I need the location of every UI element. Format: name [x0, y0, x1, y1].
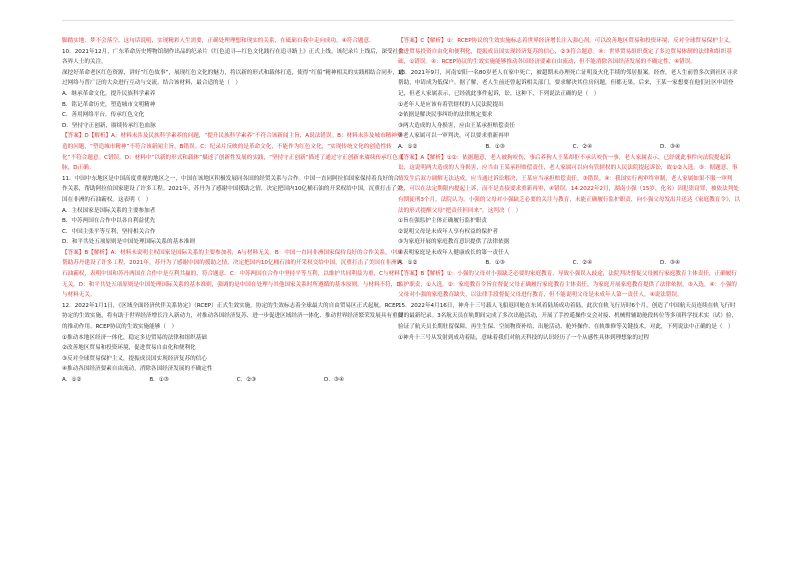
q10-stem-continued: 深挖好革命老区红色资源，讲好“红色故事”，展现红色文化的魅力，将以新的形式和载体打造，使得“红船”精神相关的实践相结合同步，通过网络与普广泛的大众进行互动与交流。结合该材料，最合适的是（ ） — [62, 69, 404, 87]
q13-option-b: B．①③ — [485, 143, 505, 150]
q10-option-d: D．坚持守正创新，赓续传承红色血脉 — [62, 122, 156, 129]
q13-item-4: ④老人家属可以一审判决，可以要求重新再审 — [398, 133, 510, 140]
q13-item-1: ①老年人是应该有着管辖权的人民法院提出 — [398, 101, 504, 108]
q10-option-a: A．继承革命文化，提升民族科学素养 — [62, 90, 156, 97]
q12-option-a: A．①② — [62, 377, 82, 383]
q10-stem: 10．2021年12月，广东革命历史博物馆制作出品的纪录片《红色追寻—红色文化践行在追寻路上》正式上线。该纪录片上线后，深受社会各界人士的关注。 — [62, 48, 404, 66]
q11-stem: 11．中国中东地区是中国高度重视的地区之一，中国在该地区积极发展同各国的经贸关系与合作。中国一直同阿拉伯国家保持着良好的合作关系，帮助阿拉伯国家建设了许多工程。2021年，苏丹为了感谢中国援助之情，决定把国内10亿桶石油的开采权给中国，沉重打击了美国在非洲的石油霸权。这表明（ ） — [62, 175, 403, 203]
left-column — [62, 36, 404, 386]
q14-answer: 【答案】B【解析】①：小强的父母对小强缺乏必要的家庭教育，导致小强误入歧途，法院判决督促父母履行家庭教育主体责任，正确履行监护职责，①入选。②：家庭教育令旨在督促父母正确履行家庭教育主体责任，为家庭开展家庭教育提供了法律依据，③入选。④：小强的父母对小强的家庭教育缺失，以法律手段督促父母进行教育，但不能说明父母是未成年人第一责任人，④说法错误。 — [398, 271, 737, 299]
q10-option-b: B．铭记革命历史，塑造城市文明精神 — [62, 101, 156, 108]
q12-stem: 12．2022年1月1日，《区域全面经济伙伴关系协定》（RCEP）正式生效实施。协定的生效标志着全球最大的自由贸易区正式起航。RCEP协定的生效实施，将有助于世界经济增长注入新动力，对推动各国经济复苏、进一步促进区域经济一体化、推动世界经济繁荣发展具有重要的推动作用。RCEP协议的生效实施能够（ ） — [62, 302, 404, 331]
q12-item-2: ②改善地区贸易和投资环境，促进贸易自由化和便利化 — [62, 345, 196, 352]
q14-item-1: ①旨在强监护主体正确履行监护职责 — [398, 218, 487, 225]
q15-item-1: ①神舟十三号从发射到成功着陆，意味着我们对航天科技的认识经历了一个从感性具体到理想象的过程 — [398, 334, 650, 341]
q13-options — [398, 142, 740, 153]
q11-answer: 【答案】B【解析】A：材料未说明主权国家是国际关系的主要参加者，A与材料无关。B：中国一直同非洲国家保持良好的合作关系，中国帮助苏丹建设了许多工程，2021年，苏丹为了感谢中国的援助之情，决定把国内10亿桶石油的开采权交给中国，沉重打击了美国在非洲的石油霸权，表明中国和苏丹两国在合作中是互利共赢的，符合题意。C：中苏两国在合作中坚持平等互利，以维护共同利益为重，C与材料无关。D：和平共处五项原则是中国处理国际关系的基本准则，强调的是中国在处理与其他国家关系时所遵循的基本原则，与材料不符，D与材料无关。 — [62, 249, 403, 299]
q11-option-a: A．主权国家是国际关系的主要参加者 — [62, 207, 156, 214]
q13-stem: 13．2021年9月，河南安阳一名80岁老人在家中死亡，被超期未办理死亡证明及火化手续的邻居报案。经查，老人生前曾多次到社区寻求帮助，申请成为低保户。据了解，老人生前还曾起诉相关部门，要求解决其住房问题，但都无果。后来，王某一家想要在他们社区申请登记，但老人家属表示，已经就此事件起诉，讼。这种下，下列说法正确的是（ ） — [398, 69, 738, 97]
q13-item-2: ②依据是解决民事纠纷的法律规定要求 — [398, 112, 493, 119]
q13-option-c: C．②④ — [572, 143, 593, 150]
q14-option-a: A．①② — [398, 260, 418, 267]
q13-answer: 【答案】A【解析】①②：依据题意，老人被狗咬伤，事后养狗人王某却拒不承认咬伤一事，老人家属表示，已经就此事件向法院提起诉讼，这说明两大造成的人身损害，应当由王某承担赔偿责任，老人家属可以向有管辖权的人民法院提起诉讼，故①②入选。③：据题意，事情发生后双方调解无法达成，应当通过诉讼解决，王某应当承担赔偿责任，③错误。④：我国实行两审终审制，老人家属如果不服一审判决，可以在法定期限内提起上诉，而不是直接要求重新再审，④错误。14.2022年2月，湖南小强（15岁，化名）因犯盗窃罪，被依法判处有期徒刑3个月。法院认为，小强的父母对小强缺乏必要的关注与教育，未能正确履行监护职责，向小强父母发出并送达《家庭教育令》，以法的形式提醒父母“把责任担回来”。这判决（ ） — [398, 154, 740, 214]
q14-item-2: ②说明父母是未成年人享有权益的保护者 — [398, 228, 499, 235]
q12-item-4: ④推动各国经济要素自由流动，消除各国经济发展的不确定性 — [62, 366, 213, 373]
q14-option-b: B．①③ — [485, 260, 505, 267]
q12-item-3: ③反对全球贸易保护主义，提振成员国实现经济复苏的信心 — [62, 355, 207, 362]
q10-option-c: C．善用网络平台，传承红色文化 — [62, 112, 145, 119]
q12-options — [62, 375, 404, 386]
header-rule — [62, 20, 734, 21]
q15-stem: 15．2022年4月16日，神舟十三号载人飞船返回舱在东风着陆场成功着陆。此次在轨飞行历时6个月，创造了中国航天员连续在轨飞行时间的最新纪录。3名航天员在轨期间完成了多次出舱活动，开展了手控遥操作交会对接、机械臂辅助舱段转位等多项科学技术实（试）验，验证了航天员长期驻留保障、再生生保、空间物资补给、出舱活动、舱外操作、在轨维修等关键技术。对此，下列说法中正确的是（ ） — [398, 302, 738, 331]
q13-item-3: ③两大造成的人身损害，应由王某承担赔偿责任 — [398, 122, 515, 129]
q11-option-c: C．中国主张平等互利，坚持相关合作 — [62, 228, 156, 235]
q11-option-b: B．中苏两国在合作中以各自利益优先 — [62, 218, 156, 225]
q14-option-c: C．②④ — [572, 260, 593, 267]
q12-item-1: ①推动本地区经济一体化，稳定多边贸易的法律和组织基础 — [62, 334, 207, 341]
q10-answer: 【答案】D【解析】A：材料未涉及民族科学素养的问题，“提升民族科学素养”不符合该新闻主旨，A说法错误。B：材料未涉及城市精神塑造的问题，“塑造城市精神”不符合该新闻主旨，B错误。C：纪录片反映的是革命文化，不能作为红色文化，“实现传统文化的创造性转化”不符合题意。C错误。D：材料中“以新的形式和载体”描述了创新性发展的实践，“坚持守正创新”描述了通过守正创新来赓续传承红色血脉，D正确。 — [62, 133, 404, 172]
intro-answer-text: 脚踏实地，梦不会落空。这句话说明，实现精彩人生需要，正确处理理想和现实的关系，在砥砺自我中走向成功，④符合题意。 — [62, 38, 375, 44]
q12-option-d: D．③④ — [324, 377, 344, 383]
q14-option-d: D．③④ — [660, 260, 680, 267]
q14-item-3: ③为家庭开展的家庭教育意识提供了法律依据 — [398, 239, 510, 246]
q13-option-d: D．③④ — [660, 143, 680, 150]
q12-answer: 【答案】C【解析】①：RCEP协议的生效实施标志着世界经济增长注入强心剂，可以改善地区贸易和投资环境，反对全球贸易保护主义，推进贸易投资自由化和便利化，提振成员国实现经济复苏的信心，②③符合题意。④：世界贸易组织奠定了多边贸易体制的法律和组织基础，①错误。④：RCEP协议的生效实施能够推动各国经济要素自由流动，但不能消除各国经济发展的不确定性，④错误。 — [398, 38, 735, 66]
q12-option-b: B．①③ — [149, 377, 169, 383]
q12-option-c: C．②③ — [236, 377, 257, 383]
right-column — [398, 36, 740, 343]
q14-options — [398, 258, 740, 269]
q14-item-4: ④表明家庭是未成年人健康成长的第一责任人 — [398, 249, 510, 256]
q11-option-d: D．和平共处五项原则是中国处理国际关系的基本准则 — [62, 239, 195, 246]
q13-option-a: A．①② — [398, 143, 418, 150]
